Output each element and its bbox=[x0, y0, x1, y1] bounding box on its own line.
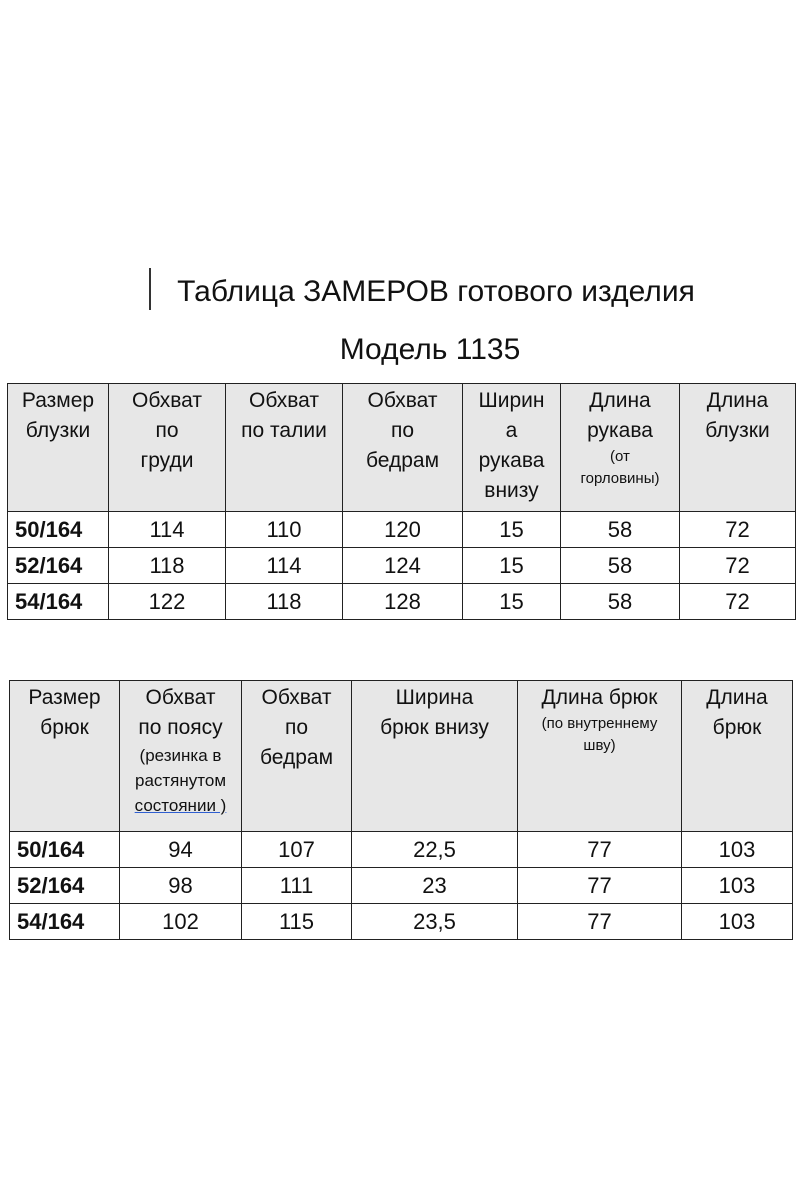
value-cell: 103 bbox=[682, 868, 793, 904]
value-cell: 124 bbox=[343, 548, 463, 584]
value-cell: 15 bbox=[463, 512, 561, 548]
value-cell: 128 bbox=[343, 584, 463, 620]
value-cell: 110 bbox=[226, 512, 343, 548]
header-cell: Ширина брюк внизу bbox=[352, 681, 518, 832]
value-cell: 23,5 bbox=[352, 904, 518, 940]
value-cell: 103 bbox=[682, 904, 793, 940]
blouse-measurements-table bbox=[7, 383, 796, 620]
value-cell: 15 bbox=[463, 584, 561, 620]
value-cell: 102 bbox=[120, 904, 242, 940]
value-cell: 114 bbox=[109, 512, 226, 548]
table-row bbox=[10, 904, 793, 940]
value-cell: 118 bbox=[109, 548, 226, 584]
value-cell: 103 bbox=[682, 832, 793, 868]
trousers-header-row bbox=[10, 681, 793, 832]
value-cell: 94 bbox=[120, 832, 242, 868]
value-cell: 58 bbox=[561, 512, 680, 548]
value-cell: 58 bbox=[561, 548, 680, 584]
value-cell: 111 bbox=[242, 868, 352, 904]
size-cell: 54/164 bbox=[8, 584, 109, 620]
header-cell: Обхват по бедрам bbox=[242, 681, 352, 832]
header-note: состоянии ) bbox=[134, 796, 227, 815]
header-note: растянутом bbox=[134, 771, 227, 790]
header-cell: Обхват по бедрам bbox=[343, 384, 463, 512]
value-cell: 72 bbox=[680, 584, 796, 620]
table-row bbox=[10, 832, 793, 868]
page-title: Таблица ЗАМЕРОВ готового изделия bbox=[177, 275, 695, 308]
header-cell: Длина брюк bbox=[682, 681, 793, 832]
value-cell: 120 bbox=[343, 512, 463, 548]
size-cell: 50/164 bbox=[8, 512, 109, 548]
header-cell: Длина брюк (по внутреннему шву) bbox=[518, 681, 682, 832]
value-cell: 15 bbox=[463, 548, 561, 584]
header-cell: Ширин а рукава внизу bbox=[463, 384, 561, 512]
header-note: (по внутреннему bbox=[541, 715, 658, 732]
header-note: (от bbox=[610, 448, 630, 465]
table-row bbox=[8, 512, 796, 548]
header-note: горловины) bbox=[580, 470, 660, 487]
header-note: шву) bbox=[583, 737, 616, 754]
value-cell: 114 bbox=[226, 548, 343, 584]
value-cell: 23 bbox=[352, 868, 518, 904]
size-cell: 54/164 bbox=[10, 904, 120, 940]
value-cell: 122 bbox=[109, 584, 226, 620]
header-cell: Длина блузки bbox=[680, 384, 796, 512]
table-row bbox=[8, 584, 796, 620]
size-cell: 52/164 bbox=[10, 868, 120, 904]
value-cell: 77 bbox=[518, 904, 682, 940]
value-cell: 77 bbox=[518, 832, 682, 868]
header-cell: Размер блузки bbox=[8, 384, 109, 512]
model-subtitle: Модель 1135 bbox=[339, 333, 521, 366]
size-cell: 50/164 bbox=[10, 832, 120, 868]
table-row bbox=[8, 548, 796, 584]
header-cell: Обхват по поясу (резинка в растянутом состоянии ) bbox=[120, 681, 242, 832]
value-cell: 72 bbox=[680, 512, 796, 548]
header-cell: Длина рукава (от горловины) bbox=[561, 384, 680, 512]
value-cell: 115 bbox=[242, 904, 352, 940]
trousers-measurements-table bbox=[9, 680, 793, 940]
value-cell: 107 bbox=[242, 832, 352, 868]
header-cell: Обхват по груди bbox=[109, 384, 226, 512]
header-cell: Обхват по талии bbox=[226, 384, 343, 512]
value-cell: 22,5 bbox=[352, 832, 518, 868]
value-cell: 58 bbox=[561, 584, 680, 620]
header-note: (резинка в bbox=[139, 746, 222, 765]
table-row bbox=[10, 868, 793, 904]
value-cell: 98 bbox=[120, 868, 242, 904]
size-cell: 52/164 bbox=[8, 548, 109, 584]
value-cell: 72 bbox=[680, 548, 796, 584]
value-cell: 118 bbox=[226, 584, 343, 620]
header-cell: Размер брюк bbox=[10, 681, 120, 832]
blouse-header-row bbox=[8, 384, 796, 512]
value-cell: 77 bbox=[518, 868, 682, 904]
